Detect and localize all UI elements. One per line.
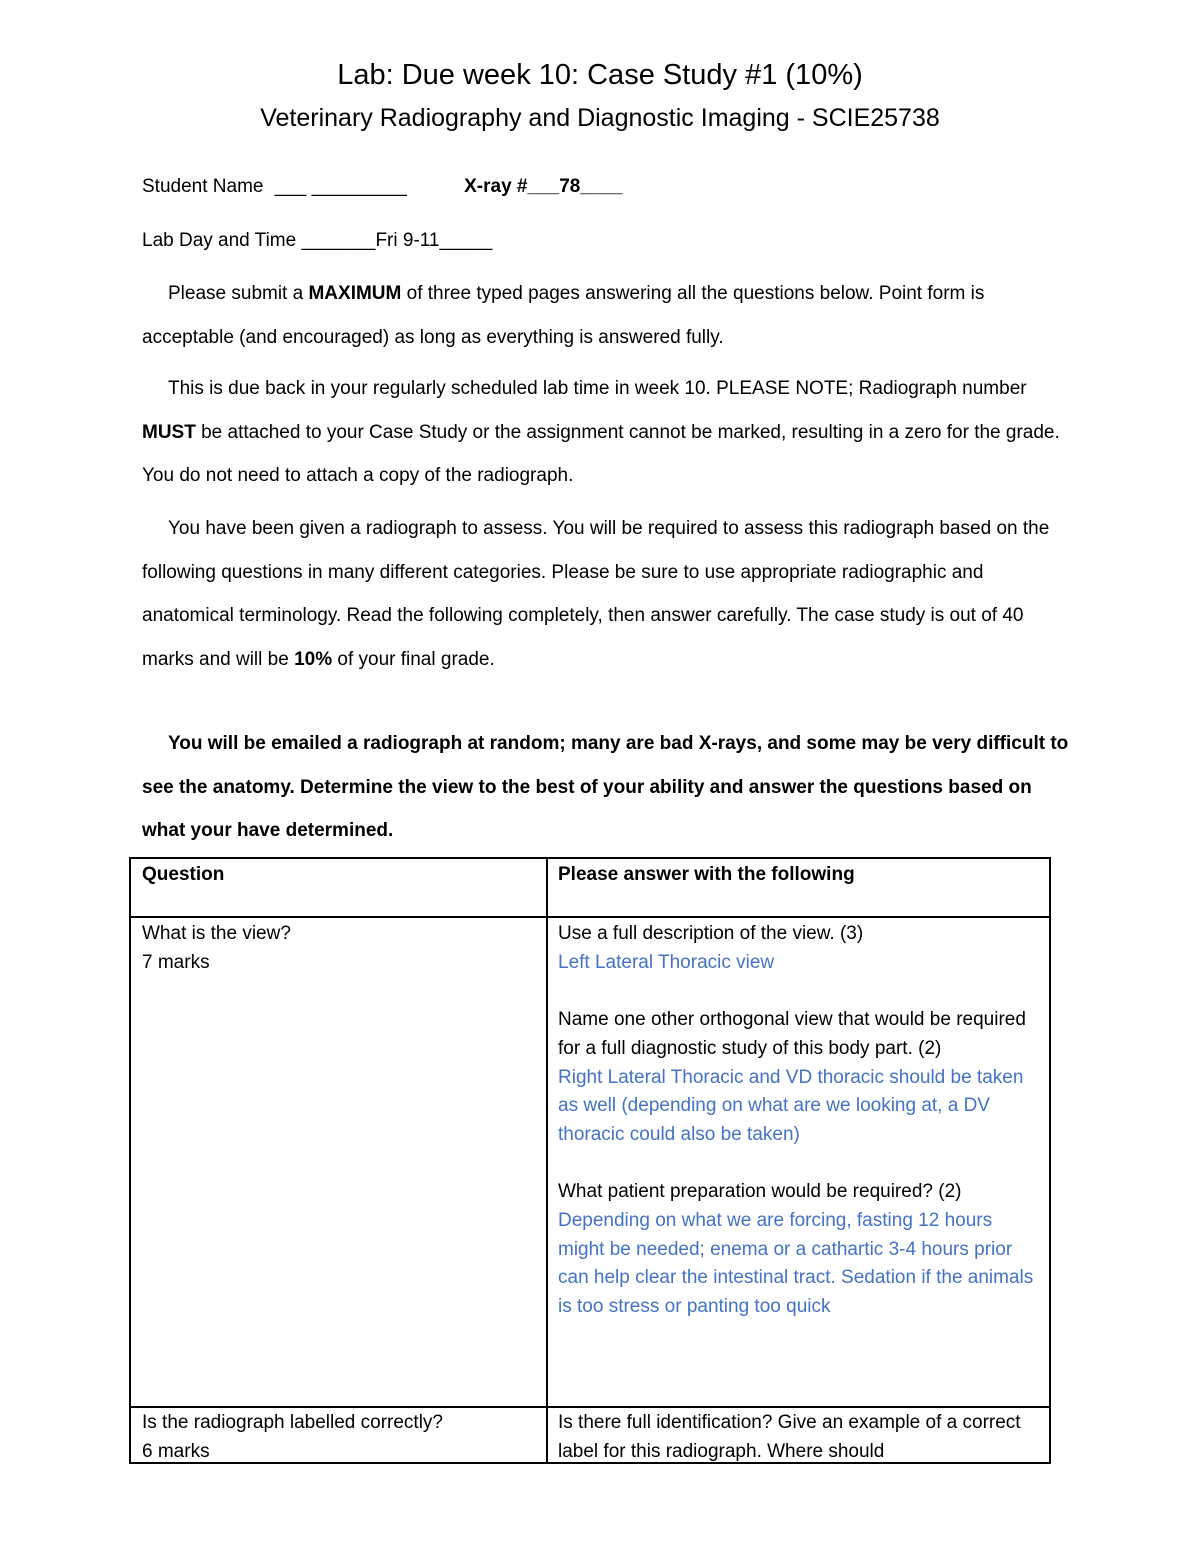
p3-text-a: You have been given a radiograph to assess. You will be required to assess this radiograph based on the following questions in many different categories. Please be sure to use appropriate radiographic and anatomical terminology. Read the following completely, then answer carefully. The case study is out of 40 marks and will be — [142, 518, 1050, 670]
table-row-divider — [131, 1406, 1049, 1408]
student-name-label: Student Name — [142, 176, 264, 197]
table-row-label-answer — [558, 1409, 1043, 1466]
p3-bold: 10% — [294, 648, 333, 670]
answer-orthogonal-view: Right Lateral Thoracic and VD thoracic should be taken as well (depending on what are we looking at, a DV thoracic could also be taken) — [558, 1066, 1024, 1145]
table-row-divider — [131, 916, 1049, 918]
table-row-label-question — [142, 1409, 537, 1466]
prompt-identification: Is there full identification? Give an example of a correct label for this radiograph. Where should — [558, 1412, 1021, 1462]
course-subtitle: Veterinary Radiography and Diagnostic Imaging - SCIE25738 — [260, 104, 940, 132]
instruction-paragraph-4 — [142, 722, 1072, 853]
lab-day-value: _______Fri 9-11_____ — [301, 230, 493, 251]
instruction-paragraph-3 — [142, 507, 1072, 681]
instruction-paragraph-2 — [142, 367, 1072, 498]
p1-text-a: Please submit a — [168, 283, 309, 304]
answer-patient-preparation: Depending on what we are forcing, fasting 12 hours might be needed; enema or a cathartic 3-4 hours prior can help clear the intestinal tract. Sedation if the animals is too stress or panting too quick — [558, 1210, 1034, 1318]
lab-day-line — [142, 227, 492, 255]
question-table — [129, 857, 1051, 1464]
instruction-paragraph-1 — [142, 272, 1072, 359]
student-name-value: ___ _________ — [274, 176, 407, 197]
prompt-patient-preparation: What patient preparation would be required? (2) — [558, 1181, 962, 1203]
prompt-view-description: Use a full description of the view. (3) — [558, 923, 864, 944]
p1-text-b: of three typed pages answering all the questions below. Point form is acceptable (and encouraged) as long as everything is answered fully. — [142, 283, 985, 348]
question-marks: 7 marks — [142, 951, 210, 973]
xray-label: X-ray # — [464, 176, 528, 197]
xray-value: ___78____ — [527, 176, 623, 197]
p4-text: You will be emailed a radiograph at random; many are bad X-rays, and some may be very difficult to see the anatomy. Determine the view to the best of your ability and answer the questions based on what your have determined. — [142, 733, 1069, 841]
page-title: Lab: Due week 10: Case Study #1 (10%) — [337, 59, 863, 91]
p2-bold: MUST — [142, 421, 196, 443]
table-row-view-question — [142, 920, 537, 977]
p1-bold: MAXIMUM — [308, 283, 402, 304]
student-name-line — [142, 173, 623, 201]
p2-text-a: This is due back in your regularly scheduled lab time in week 10. PLEASE NOTE; Radiograph number — [168, 378, 1027, 399]
table-row-view-answer — [558, 920, 1043, 1322]
p2-text-b: be attached to your Case Study or the assignment cannot be marked, resulting in a zero for the grade. You do not need to attach a copy of the radiograph. — [142, 421, 1060, 486]
question-text: Is the radiograph labelled correctly? — [142, 1412, 444, 1433]
table-header-answer: Please answer with the following — [558, 864, 855, 885]
lab-day-label: Lab Day and Time — [142, 230, 297, 251]
p3-text-b: of your final grade. — [332, 648, 495, 670]
table-header-question: Question — [142, 864, 225, 885]
question-text: What is the view? — [142, 923, 291, 944]
answer-view-description: Left Lateral Thoracic view — [558, 951, 775, 973]
question-marks: 6 marks — [142, 1440, 210, 1462]
prompt-orthogonal-view: Name one other orthogonal view that would be required for a full diagnostic study of this body part. (2) — [558, 1009, 1026, 1059]
table-column-divider — [546, 859, 548, 1462]
